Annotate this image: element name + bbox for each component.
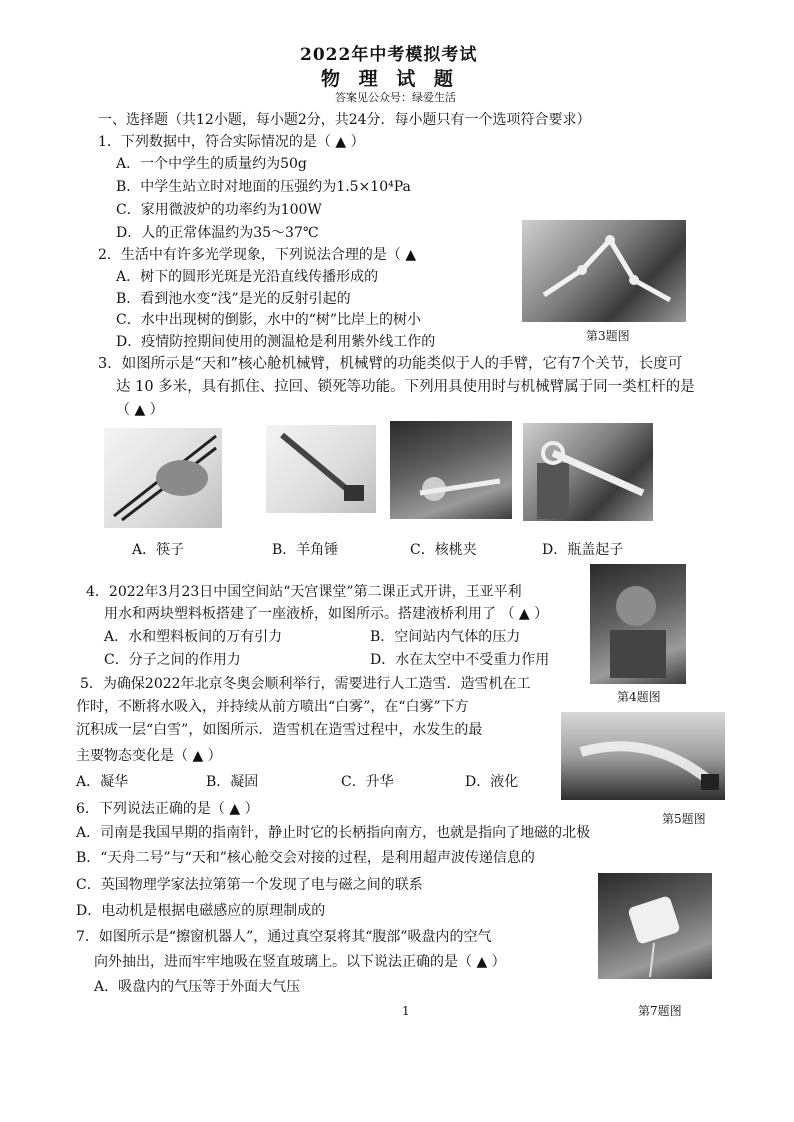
robotic-arm-photo: [522, 220, 686, 322]
q6-stem: 6．下列说法正确的是（ ▲ ）: [76, 801, 259, 817]
liquid-bridge-drawing: [590, 564, 686, 684]
page-number: 1: [402, 1004, 410, 1018]
q2-option-c: C．水中出现树的倒影，水中的“树”比岸上的树小: [116, 312, 422, 328]
q5-option-d: D．液化: [465, 774, 519, 790]
answer-note: 答案见公众号：绿爱生活: [335, 91, 456, 104]
q2-stem: 2．生活中有许多光学现象，下列说法合理的是（ ▲: [98, 247, 417, 263]
window-robot-photo: [598, 873, 712, 979]
q7-stem-line1: 7．如图所示是“擦窗机器人”，通过真空泵将其“腹部”吸盘内的空气: [76, 929, 492, 945]
fig7-caption: 第7题图: [638, 1004, 682, 1018]
liquid-bridge-photo: [590, 564, 686, 684]
q6-option-a: A．司南是我国早期的指南针，静止时它的长柄指向南方，也就是指向了地磁的北极: [76, 825, 591, 841]
q3-option-d: D．瓶盖起子: [542, 542, 624, 558]
chopsticks-photo: [104, 428, 222, 528]
q5-option-a: A．凝华: [76, 774, 129, 790]
q5-stem-line2: 作时，不断将水吸入，并持续从前方喷出“白雾”，在“白雾”下方: [76, 699, 469, 715]
fig5-caption: 第5题图: [662, 812, 706, 826]
claw-hammer-drawing: [266, 425, 376, 513]
q1-option-a: A．一个中学生的质量约为50g: [116, 156, 307, 172]
q2-option-a: A．树下的圆形光斑是光沿直线传播形成的: [116, 269, 379, 285]
q3-option-c: C．核桃夹: [410, 542, 477, 558]
q4-stem-line2: 用水和两块塑料板搭建了一座液桥，如图所示。搭建液桥利用了 （ ▲ ）: [104, 606, 549, 622]
q1-option-d: D．人的正常体温约为35～37℃: [116, 225, 319, 241]
q4-option-b: B．空间站内气体的压力: [370, 629, 521, 645]
window-robot-drawing: [598, 873, 712, 979]
claw-hammer-photo: [266, 425, 376, 513]
q6-option-d: D．电动机是根据电磁感应的原理制成的: [76, 903, 326, 919]
fig4-caption: 第4题图: [617, 690, 661, 704]
chopsticks-drawing: [104, 428, 222, 528]
q5-stem-line3: 沉积成一层“白雪”，如图所示．造雪机在造雪过程中，水发生的最: [76, 722, 483, 738]
robotic-arm-drawing: [522, 220, 686, 322]
snow-machine-photo: [561, 712, 725, 800]
q3-option-a: A．筷子: [132, 542, 185, 558]
section-heading: 一、选择题（共12小题，每小题2分，共24分．每小题只有一个选项符合要求）: [98, 112, 591, 128]
q3-stem-line3: （ ▲ ）: [116, 402, 164, 418]
q3-stem-line1: 3．如图所示是“天和”核心舱机械臂，机械臂的功能类似于人的手臂，它有7个关节，长度可: [98, 356, 683, 372]
walnut-cracker-photo: [390, 421, 512, 519]
subject-title: 物 理 试 题: [321, 68, 459, 90]
q7-stem-line2: 向外抽出，进而牢牢地吸在竖直玻璃上。以下说法正确的是（ ▲ ）: [94, 954, 506, 970]
q2-option-d: D．疫情防控期间使用的测温枪是利用紫外线工作的: [116, 334, 436, 350]
q5-option-b: B．凝固: [206, 774, 259, 790]
bottle-opener-drawing: [523, 423, 653, 521]
fig3-caption: 第3题图: [586, 329, 630, 343]
q1-stem: 1．下列数据中，符合实际情况的是（ ▲ ）: [98, 134, 365, 150]
q1-option-b: B．中学生站立时对地面的压强约为1.5×10⁴Pa: [116, 179, 411, 195]
q4-option-a: A．水和塑料板间的万有引力: [104, 629, 283, 645]
q5-option-c: C．升华: [341, 774, 394, 790]
q4-option-c: C．分子之间的作用力: [104, 652, 241, 668]
q7-option-a: A．吸盘内的气压等于外面大气压: [94, 979, 301, 995]
q1-option-c: C．家用微波炉的功率约为100W: [116, 202, 322, 218]
snow-machine-drawing: [561, 712, 725, 800]
q4-option-d: D．水在太空中不受重力作用: [370, 652, 550, 668]
q2-option-b: B．看到池水变“浅”是光的反射引起的: [116, 291, 351, 307]
q5-stem-line1: 5．为确保2022年北京冬奥会顺利举行，需要进行人工造雪．造雪机在工: [80, 676, 531, 692]
q6-option-b: B．“天舟二号”与“天和”核心舱交会对接的过程，是利用超声波传递信息的: [76, 850, 535, 866]
q4-stem-line1: 4．2022年3月23日中国空间站“天宫课堂”第二课正式开讲，王亚平利: [86, 584, 522, 600]
bottle-opener-photo: [523, 423, 653, 521]
walnut-cracker-drawing: [390, 421, 512, 519]
q6-option-c: C．英国物理学家法拉第第一个发现了电与磁之间的联系: [76, 877, 423, 893]
q3-stem-line2: 达 10 多米，具有抓住、拉回、锁死等功能。下列用具使用时与机械臂属于同一类杠杆的是: [116, 379, 695, 395]
q3-option-b: B．羊角锤: [272, 542, 339, 558]
q5-stem-line4: 主要物态变化是（ ▲ ）: [76, 748, 222, 764]
exam-title: 2022年中考模拟考试: [300, 45, 478, 65]
